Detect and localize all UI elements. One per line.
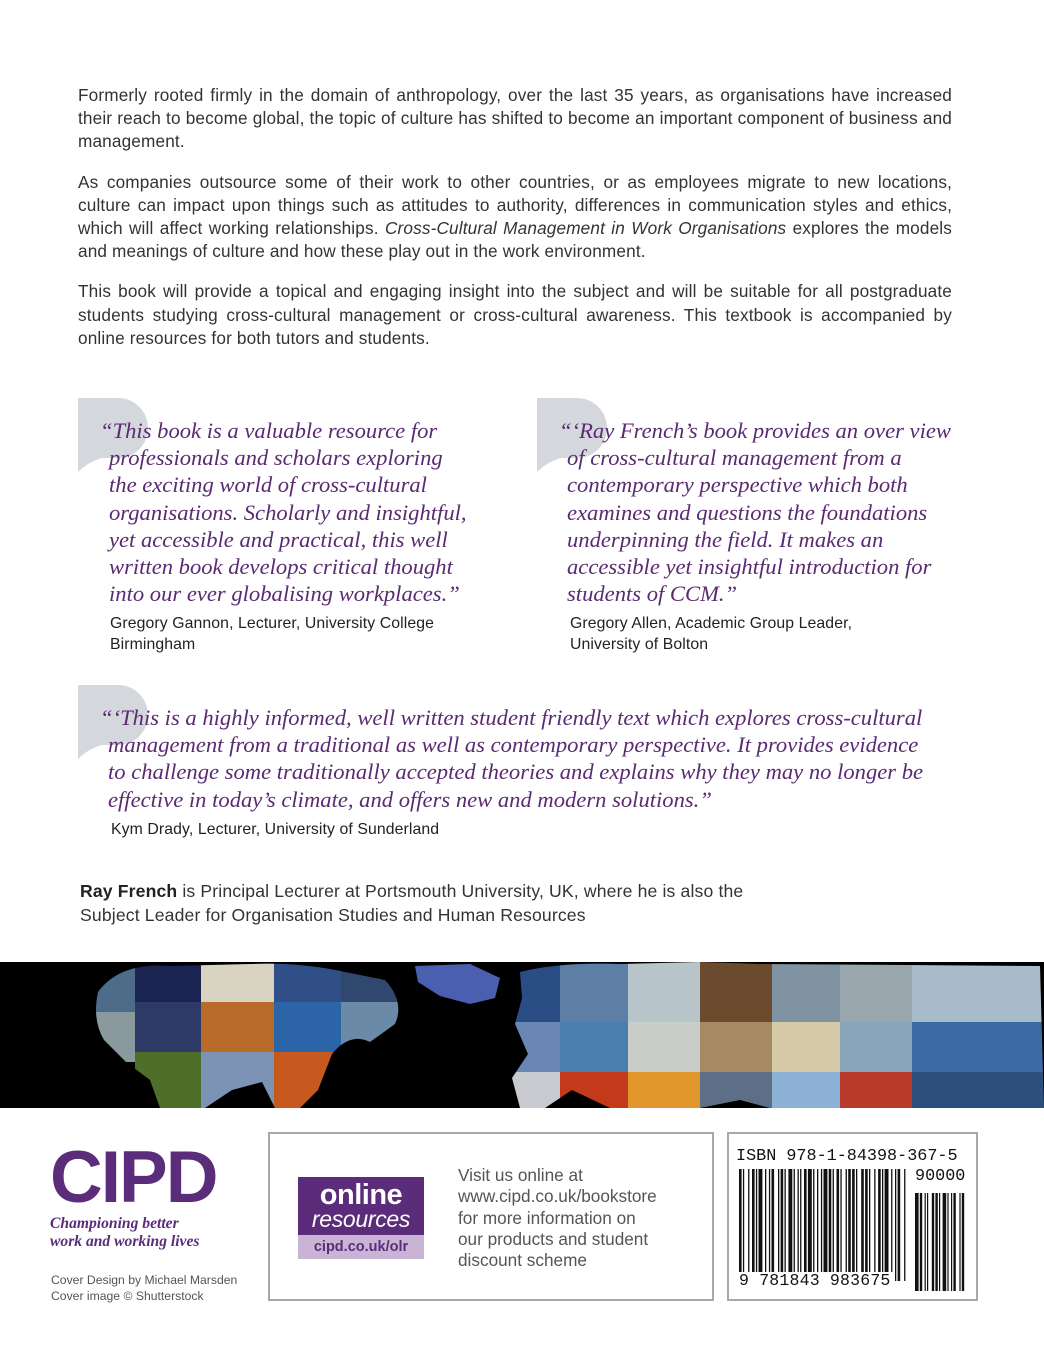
testimonial-2-text (559, 417, 951, 607)
visit-line: our products and student (458, 1228, 649, 1249)
blurb-paragraph-3: This book will provide a topical and engaging insight into the subject and will be suitable for all postgraduate students studying cross-cultural management or cross-cultural awareness. This textbook is accompanied by online resources for both tutors and students. (78, 281, 952, 348)
tagline-line: Championing better (50, 1215, 179, 1232)
blurb-paragraph-2 (78, 171, 952, 264)
bio-line-2: Subject Leader for Organisation Studies and Human Resources (80, 905, 586, 925)
author-bio (80, 879, 960, 927)
quote-line: effective in today’s climate, and offers new and modern solutions.” (108, 786, 712, 812)
quote-line: contemporary perspective which both (567, 472, 908, 498)
tagline-line: work and working lives (50, 1233, 200, 1250)
quote-line: written book develops critical thought (109, 554, 453, 580)
author-name: Ray French (80, 881, 178, 901)
quote-line: examines and questions the foundations (567, 499, 928, 525)
quote-line: professionals and scholars exploring (109, 445, 443, 471)
online-resources-badge (298, 1177, 424, 1259)
cipd-tagline (50, 1215, 216, 1251)
blurb-p2-end: explores the models and meanings of culture and how these play out in the work environment. (78, 218, 953, 262)
isbn-addon-code: 90000 (915, 1167, 966, 1186)
cipd-logo (50, 1137, 217, 1251)
isbn-barcode-box (727, 1132, 978, 1301)
quote-line: “‘This is a highly informed, well written student friendly text which explores cross-cultural (100, 705, 923, 730)
bookstore-link[interactable]: www.cipd.co.uk/bookstore (458, 1186, 657, 1207)
attribution-line: University of Bolton (570, 635, 709, 653)
bio-line-1 (80, 879, 960, 903)
bio-text: is Principal Lecturer at Portsmouth University, UK, where he is also the (177, 881, 744, 901)
quote-line: students of CCM.” (567, 581, 738, 607)
quote-line: the exciting world of cross-cultural (109, 472, 427, 498)
quote-line: into our ever globalising workplaces.” (109, 581, 460, 607)
testimonial-1-text (100, 417, 467, 607)
testimonial-2-attribution (570, 614, 962, 655)
attribution-line: Gregory Allen, Academic Group Leader, (570, 615, 853, 633)
attribution-line: Kym Drady, Lecturer, University of Sunderland (111, 820, 440, 838)
blurb-paragraph-1: Formerly rooted firmly in the domain of anthropology, over the last 35 years, as organisations have increased their reach to become global, the topic of culture has shifted to become an important component of business and management. (78, 85, 952, 152)
quote-line: “‘Ray French’s book provides an over view (559, 418, 951, 443)
quote-line: organisations. Scholarly and insightful, (109, 499, 467, 525)
quote-line: “This book is a valuable resource for (100, 418, 438, 443)
testimonial-3-text (100, 704, 923, 813)
online-resources-box (268, 1132, 714, 1301)
attribution-line: Gregory Gannon, Lecturer, University College (110, 615, 435, 633)
testimonial-1 (78, 398, 467, 653)
badge-resources: resources (311, 1206, 411, 1232)
quote-line: to challenge some traditionally accepted theories and explains why they may no longer be (108, 759, 924, 785)
visit-line: for more information on (458, 1207, 636, 1228)
testimonial-2 (537, 398, 951, 653)
world-map-mosaic-image (0, 962, 1044, 1108)
testimonial-3 (78, 685, 924, 838)
testimonial-3-attribution (111, 820, 934, 841)
isbn-label: ISBN 978-1-84398-367-5 (736, 1147, 958, 1166)
attribution-line: Birmingham (110, 635, 196, 653)
visit-info (458, 1165, 657, 1271)
quote-line: yet accessible and practical, this well (109, 526, 448, 552)
quote-line: of cross-cultural management from a (567, 445, 902, 471)
badge-url: cipd.co.uk/olr (298, 1235, 424, 1259)
blurb-p2-start: As companies outsource some of their work to other countries, or as employees migrate to new locations, culture can impact upon things such as attitudes to authority, differences in communication styles and ethics, which will affect working relationships. (78, 171, 952, 239)
world-map-mosaic-banner (0, 962, 1044, 1108)
quote-line: accessible yet insightful introduction for (567, 554, 932, 580)
book-title: Cross-Cultural Management in Work Organisations (384, 218, 787, 239)
testimonial-1-attribution (110, 614, 477, 655)
blurb (78, 84, 952, 367)
visit-line: discount scheme (458, 1250, 587, 1271)
barcode-digits: 9 781843 983675 (739, 1271, 891, 1290)
badge-online: online (319, 1179, 403, 1211)
quote-line: management from a traditional as well as contemporary perspective. It provides evidence (108, 732, 919, 758)
cover-credits (51, 1273, 237, 1304)
cipd-wordmark: CIPD (50, 1137, 217, 1218)
quote-line: underpinning the field. It makes an (567, 526, 884, 552)
credit-line: Cover Design by Michael Marsden (51, 1273, 238, 1287)
visit-line: Visit us online at (458, 1165, 583, 1185)
credit-line: Cover image © Shutterstock (51, 1288, 204, 1303)
